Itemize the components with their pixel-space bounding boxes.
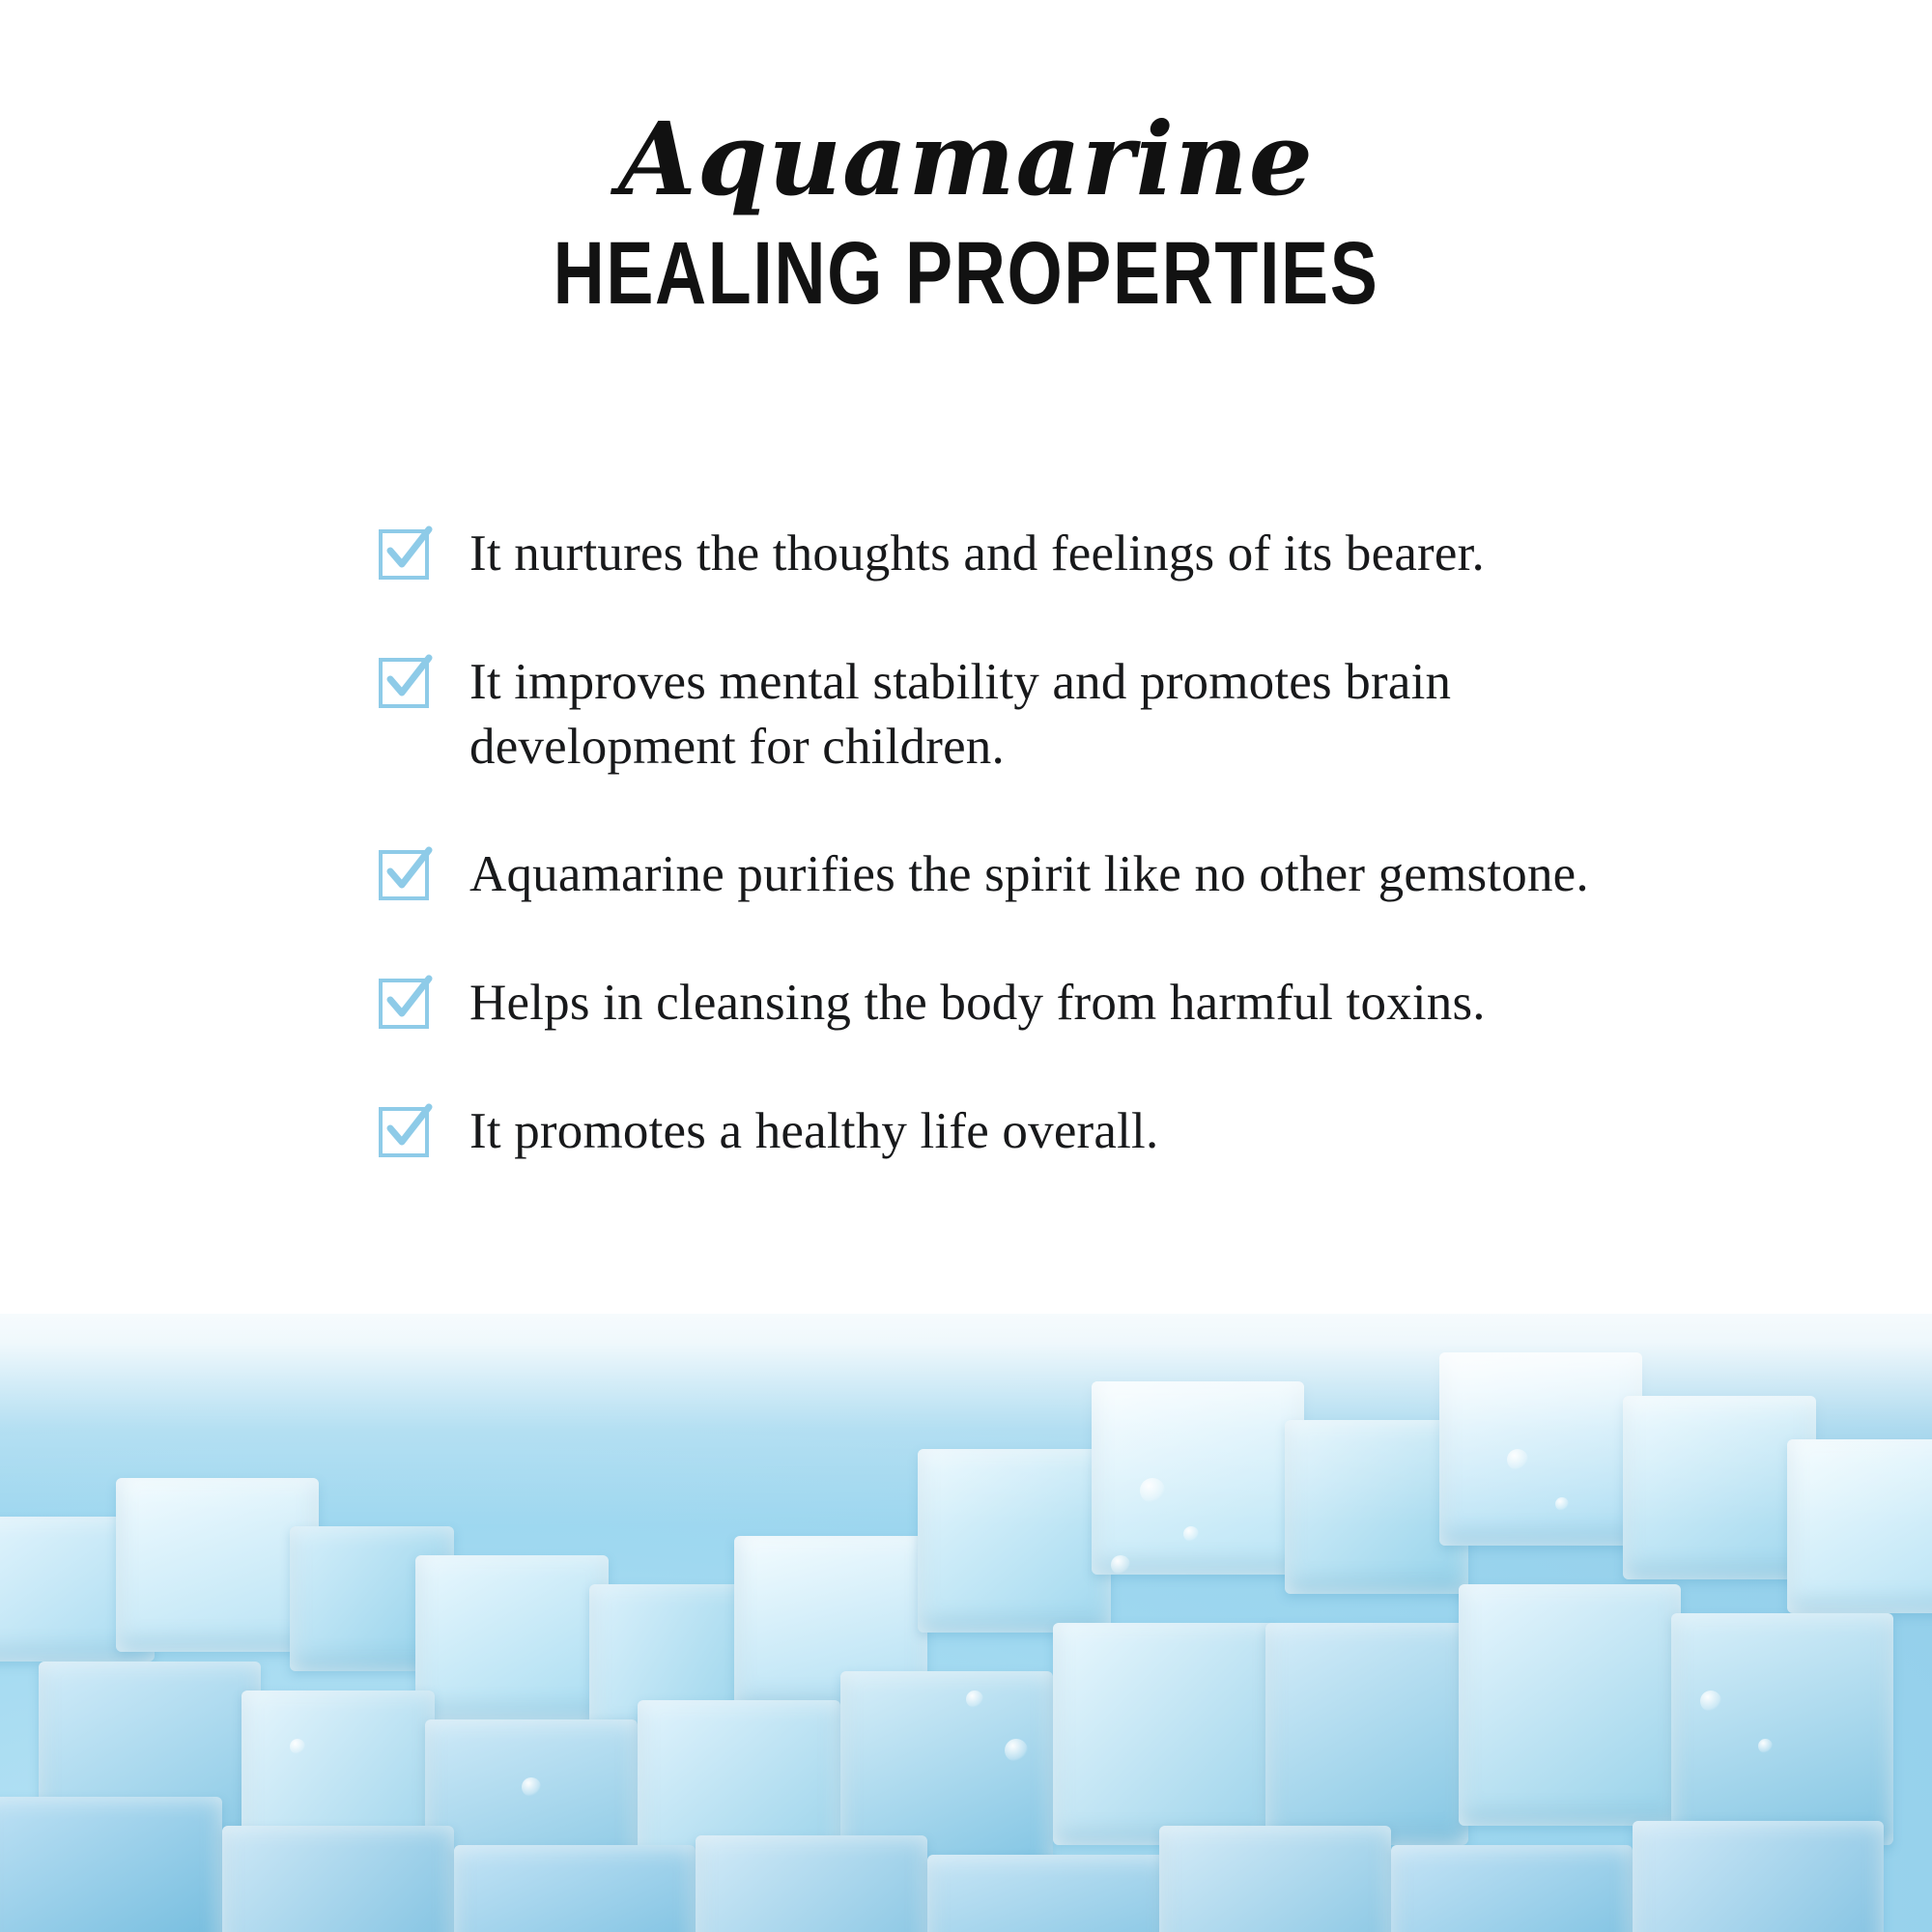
list-item (379, 842, 1789, 907)
ice-cubes-photo (0, 1236, 1932, 1932)
checked-checkbox-icon[interactable] (379, 1107, 429, 1157)
checked-checkbox-icon[interactable] (379, 529, 429, 580)
page-title-script: Aquamarine (618, 99, 1314, 218)
list-item (379, 971, 1789, 1036)
healing-properties-list (379, 522, 1789, 1228)
list-item-label: It promotes a healthy life overall. (469, 1102, 1159, 1159)
page-title: HEALING PROPERTIES (553, 224, 1379, 324)
list-item-label: Helps in cleansing the body from harmful toxins. (469, 975, 1486, 1032)
list-item-label: It nurtures the thoughts and feelings of its bearer. (469, 526, 1485, 582)
checked-checkbox-icon[interactable] (379, 850, 429, 900)
checked-checkbox-icon[interactable] (379, 979, 429, 1029)
page-header (0, 99, 1932, 324)
list-item (379, 1099, 1789, 1164)
list-item-label: Aquamarine purifies the spirit like no other gemstone. (469, 846, 1589, 903)
list-item (379, 522, 1789, 586)
checked-checkbox-icon[interactable] (379, 658, 429, 708)
list-item-label: It improves mental stability and promotes brain development for children. (469, 653, 1452, 775)
list-item (379, 650, 1789, 780)
